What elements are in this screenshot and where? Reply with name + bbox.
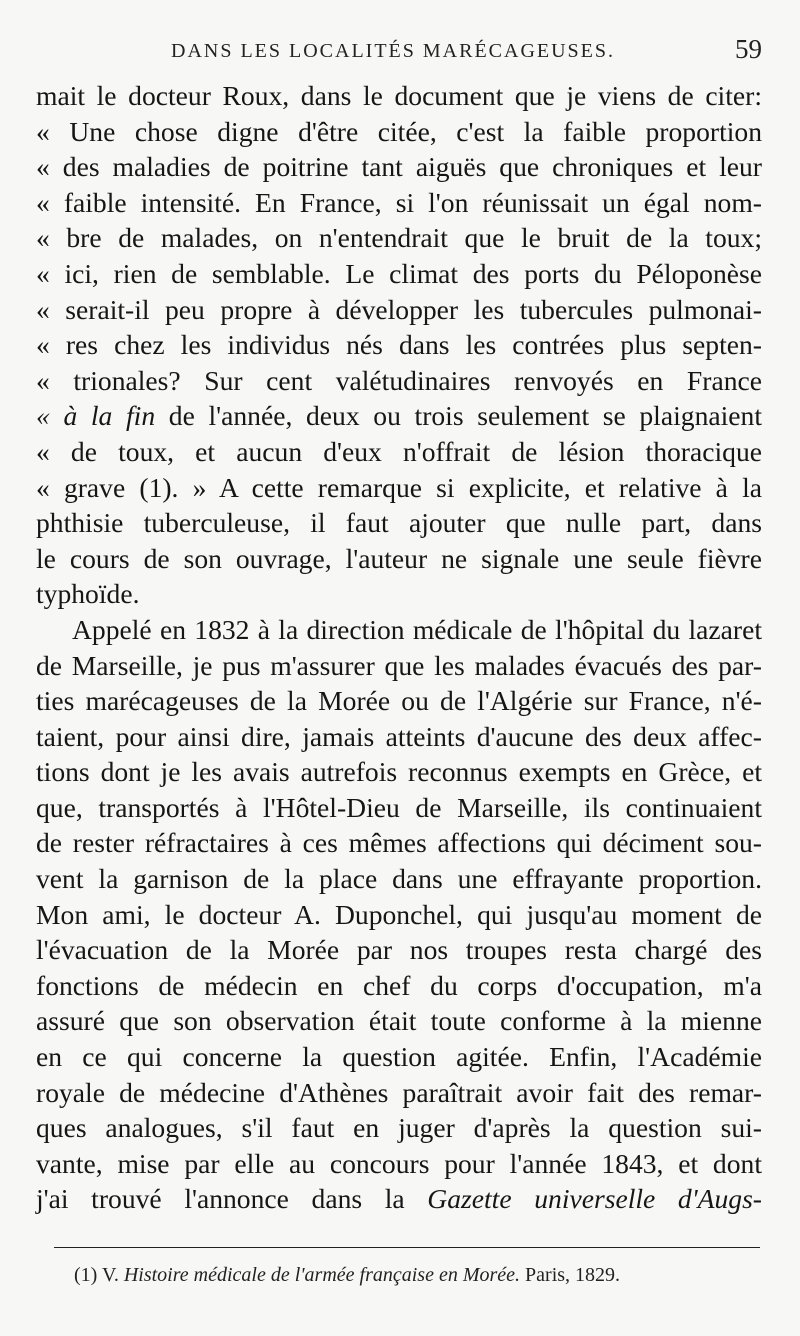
paragraph-1	[36, 78, 762, 612]
text-line: « res chez les individus nés dans les contrées plus septen-	[36, 329, 762, 361]
text-line: le cours de son ouvrage, l'auteur ne signale une seule fièvre	[36, 542, 762, 574]
text-line: ties marécageuses de la Morée ou de l'Algérie sur France, n'é-	[36, 685, 762, 717]
running-title: DANS LES LOCALITÉS MARÉCAGEUSES.	[171, 40, 616, 62]
text-line: Appelé en 1832 à la direction médicale de l'hôpital du lazaret	[72, 613, 762, 645]
footnote-place-year: Paris, 1829.	[525, 1264, 621, 1286]
text-line: « ici, rien de semblable. Le climat des ports du Péloponèse	[36, 257, 762, 289]
footnote-prefix: V.	[101, 1264, 119, 1286]
text-line: « faible intensité. En France, si l'on réunissait un égal nom-	[36, 186, 762, 218]
footnote	[74, 1264, 762, 1287]
text-line: tions dont je les avais autrefois reconnus exempts en Grèce, et	[36, 756, 762, 788]
text-line: que, transportés à l'Hôtel-Dieu de Marseille, ils continuaient	[36, 791, 762, 823]
text-line: royale de médecine d'Athènes paraîtrait avoir fait des remar-	[36, 1076, 762, 1108]
footnote-marker: (1)	[74, 1264, 98, 1286]
text-line: « grave (1). » A cette remarque si explicite, et relative à la	[36, 471, 762, 503]
text-line: « Une chose digne d'être citée, c'est la faible proportion	[36, 115, 762, 147]
text-line	[36, 1181, 762, 1217]
paragraph-2	[36, 612, 762, 1217]
text-line: typhoïde.	[36, 578, 140, 610]
text-line	[36, 398, 762, 434]
text-line: fonctions de médecin en chef du corps d'occupation, m'a	[36, 969, 762, 1001]
italic-phrase: Gazette universelle d'Augs-	[427, 1183, 762, 1215]
text-line: taient, pour ainsi dire, jamais atteints d'aucune des deux affec-	[36, 720, 762, 752]
italic-phrase: « à la fin	[36, 400, 156, 432]
body-text	[36, 78, 762, 1217]
text-fragment: j'ai trouvé l'annonce dans la	[36, 1183, 428, 1215]
text-line: vent la garnison de la place dans une effrayante proportion.	[36, 863, 762, 895]
text-line: de Marseille, je pus m'assurer que les malades évacués des par-	[36, 649, 762, 681]
text-line: de rester réfractaires à ces mêmes affections qui déciment sou-	[36, 827, 762, 859]
text-line: « des maladies de poitrine tant aiguës que chroniques et leur	[36, 151, 762, 183]
footnote-rule	[54, 1247, 760, 1248]
text-fragment: de l'année, deux ou trois seulement se plaignaient	[155, 400, 762, 432]
text-line: phthisie tuberculeuse, il faut ajouter que nulle part, dans	[36, 507, 762, 539]
text-line: « serait-il peu propre à développer les tubercules pulmonai-	[36, 293, 762, 325]
text-line: vante, mise par elle au concours pour l'année 1843, et dont	[36, 1147, 762, 1179]
text-line: « de toux, et aucun d'eux n'offrait de lésion thoracique	[36, 435, 762, 467]
text-line: mait le docteur Roux, dans le document que je viens de citer:	[36, 80, 762, 111]
text-line: ques analogues, s'il faut en juger d'après la question sui-	[36, 1112, 762, 1144]
text-line: l'évacuation de la Morée par nos troupes resta chargé des	[36, 934, 762, 966]
text-line: « trionales? Sur cent valétudinaires renvoyés en France	[36, 364, 762, 396]
running-head	[36, 34, 762, 78]
text-line: « bre de malades, on n'entendrait que le bruit de la toux;	[36, 222, 762, 254]
page-number: 59	[735, 34, 762, 64]
text-line: assuré que son observation était toute conforme à la mienne	[36, 1005, 762, 1037]
text-line: en ce qui concerne la question agitée. Enfin, l'Académie	[36, 1041, 762, 1073]
text-line: Mon ami, le docteur A. Duponchel, qui jusqu'au moment de	[36, 898, 762, 930]
footnote-title: Histoire médicale de l'armée française en Morée.	[123, 1264, 521, 1286]
